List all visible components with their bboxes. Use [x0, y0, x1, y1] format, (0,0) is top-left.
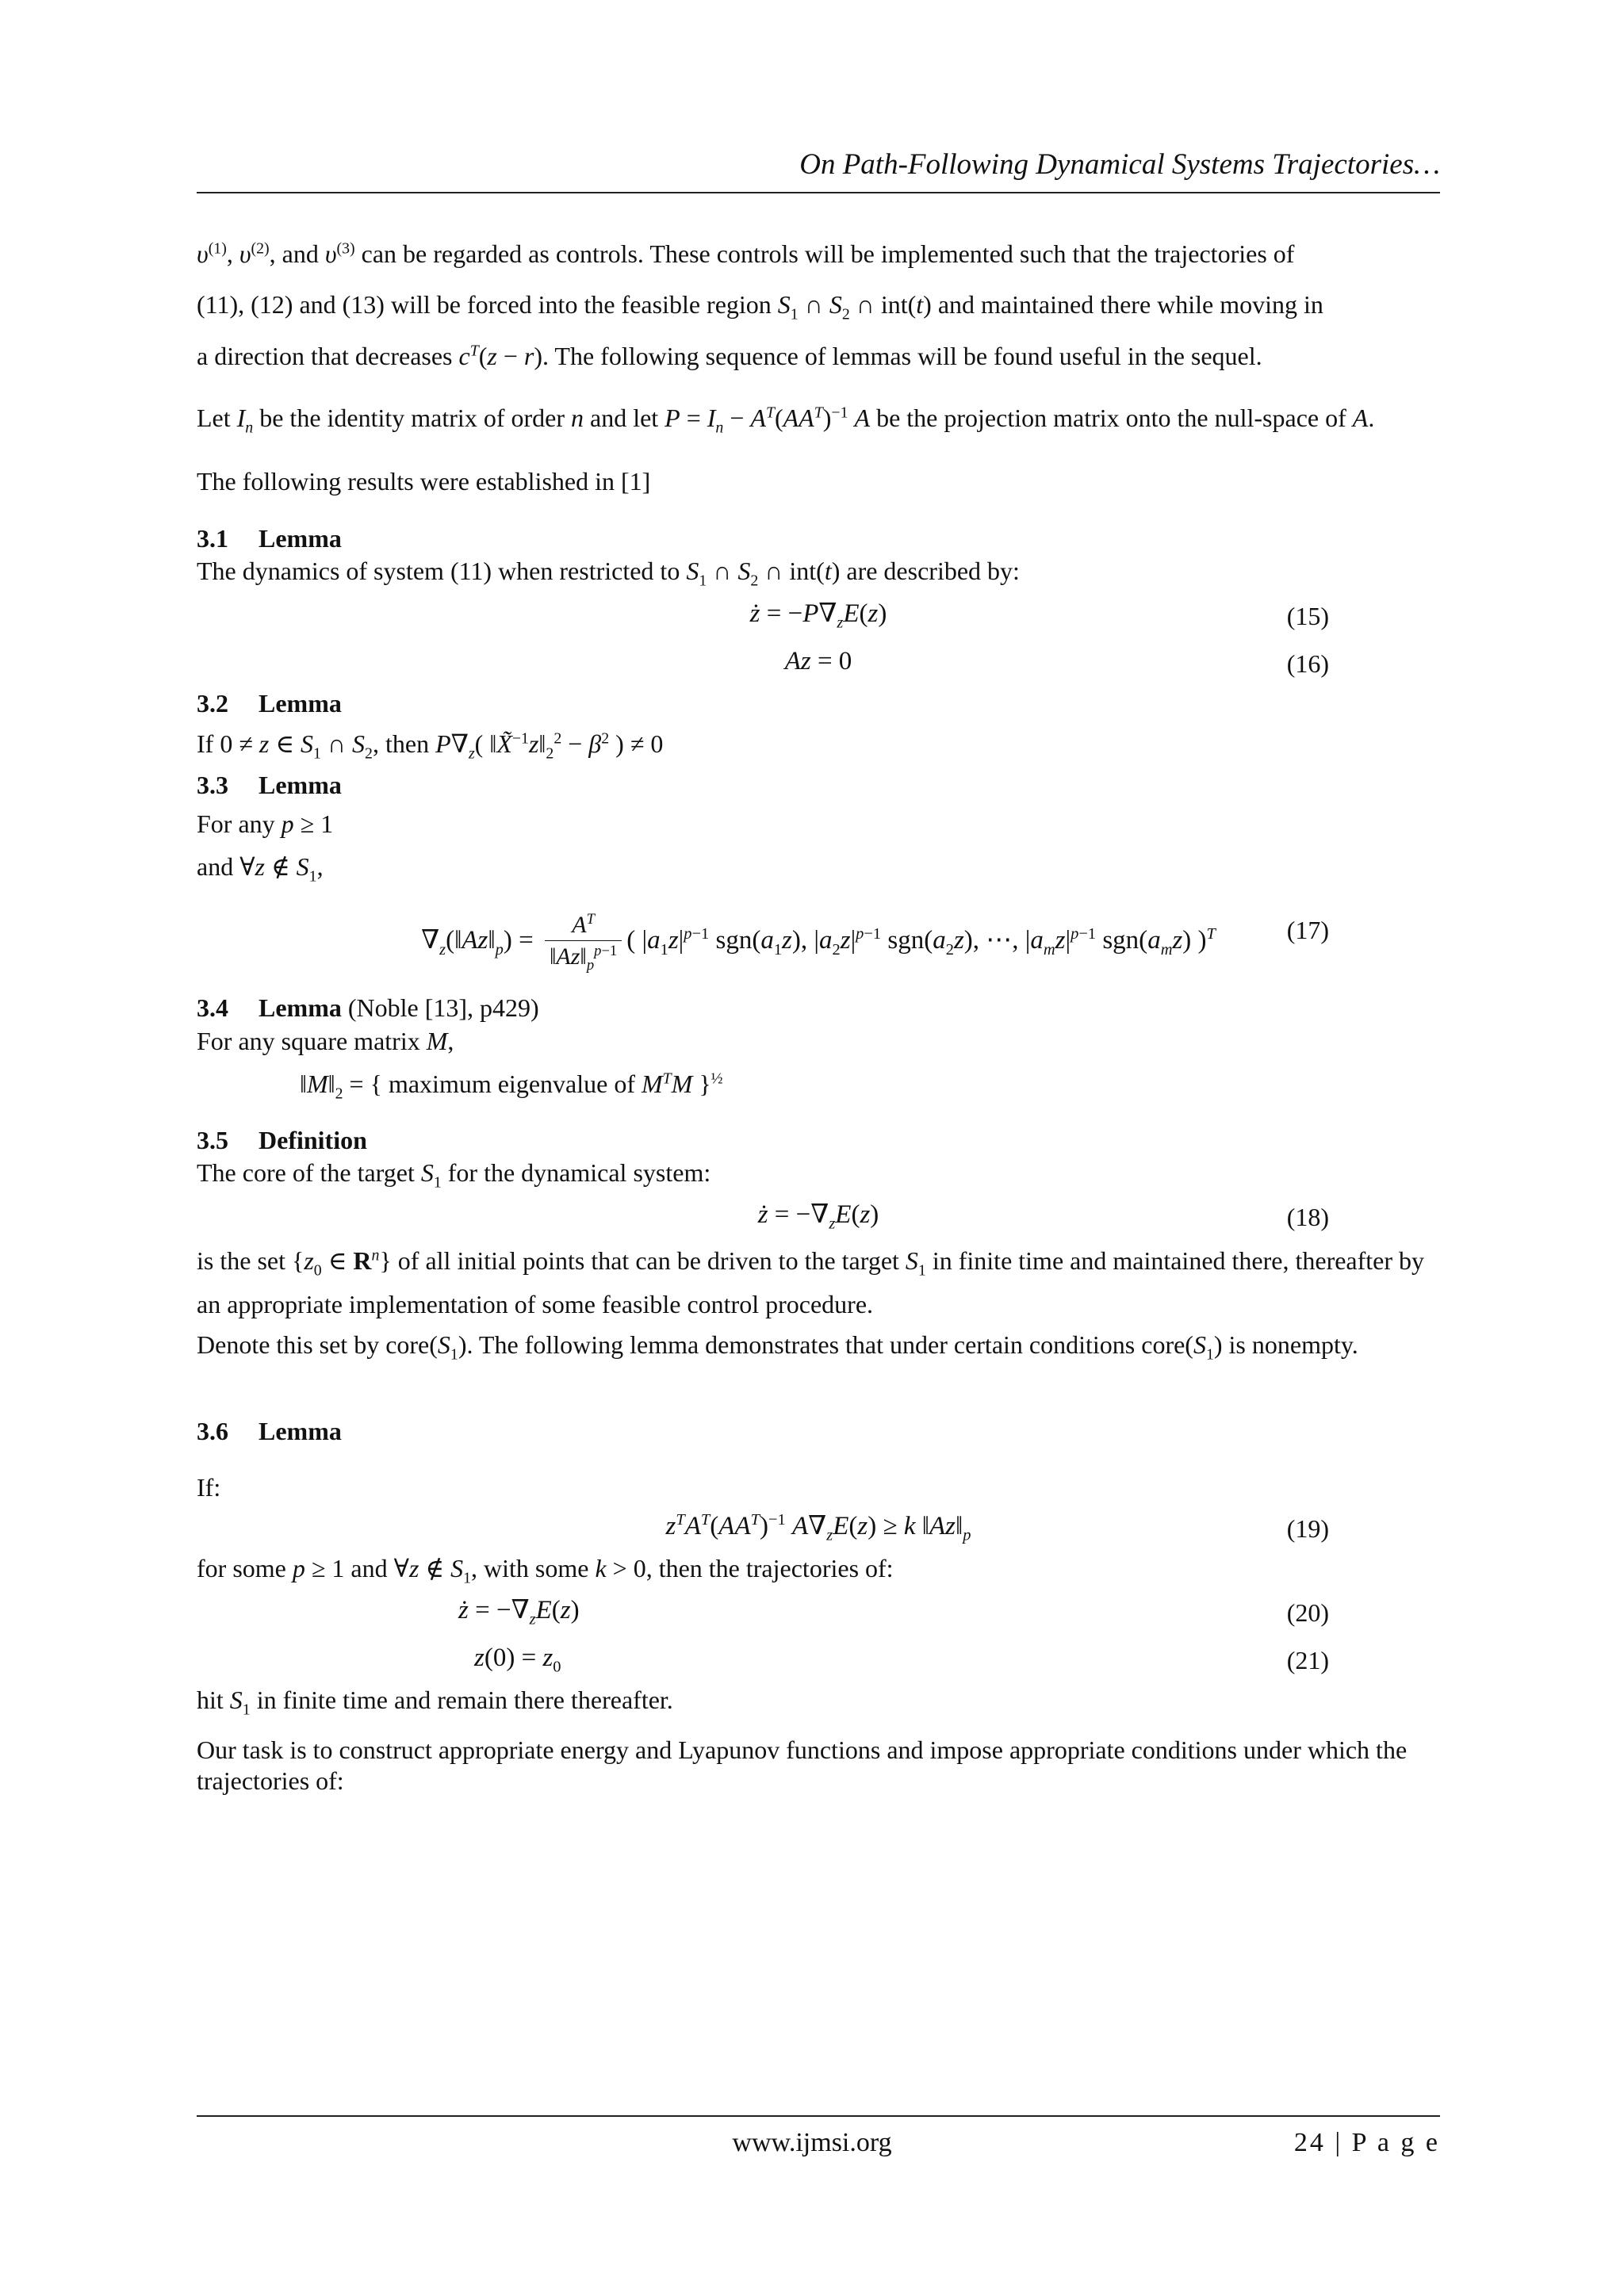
footer-rule [197, 2115, 1440, 2117]
lemma-3-6-heading: 3.6 Lemma [197, 1416, 342, 1445]
lemma-3-3-heading: 3.3 Lemma [197, 771, 342, 800]
equation-17: $\nabla_z(‖Az‖_p)$ = $\frac{A^T}{‖Az‖_p^{p-1}}$ ( $|a_1z|^{p-1}$ $sgn(a_1z)$, $|a_2z|^{p-1}$ $sgn(a_2z)$, ⋯, $|a_mz|^{p-1}$ $sgn(a_mz)$ )$^T$ (17) [421, 911, 1329, 974]
paragraph-task: Our task is to construct appropriate energy and Lyapunov functions and impose appropriate conditions under which the trajectories of: [197, 1735, 1408, 1795]
paragraph-results: The following results were established in [1] [197, 467, 651, 496]
lemma-3-6-conclusion: hit $S_1$ in finite time and remain there thereafter. [197, 1686, 673, 1719]
lemma-3-6-if: If: [197, 1473, 221, 1502]
definition-3-5-body: is the set {$z_0$ ∈ $R^n$} of all initial points that can be driven to the target $S_1$ in finite time and maintained there, thereafter by an appropriate implementation of some feasible control procedure. Denote this set by $core(S_1)$. The following lemma demonstrates that under certain conditions $core(S_1)$ is nonempty. [197, 1246, 1425, 1364]
lemma-3-2-text: If 0 ≠ z ∈ $S_1$ ∩ $S_2$, then $P\nabla_z$( $‖X̃^{-1}z‖_2^2 - \beta^2$ ) ≠ 0 [197, 729, 664, 763]
lemma-3-1-text: The dynamics of system (11) when restricted to $S_1$ ∩ $S_2$ ∩ int(t) are described by: [197, 557, 1020, 590]
lemma-3-1-heading: 3.1 Lemma [197, 523, 342, 553]
equation-18: ż = $-\nabla_zE(z)$ (18) [757, 1200, 1329, 1233]
lemma-3-4-equation: $‖M‖_2$ = { maximum eigenvalue of $M^TM$ }$^{\frac{1}{2}}$ [300, 1069, 723, 1102]
header-rule [197, 192, 1440, 193]
paragraph-projection: Let $I_n$ be the identity matrix of order n and let $P = I_n - A^T(AA^T)^{-1}$ A be the projection matrix onto the null-space of A. [197, 404, 1375, 437]
lemma-3-2-heading: 3.2 Lemma [197, 688, 342, 718]
equation-16: Az = 0 (16) [784, 646, 1329, 678]
lemma-3-6-condition: for some p ≥ 1 and ∀z ∉ $S_1$, with some k > 0, then the trajectories of: [197, 1554, 894, 1587]
equation-21: $z(0) = z_0$ (21) [474, 1644, 1329, 1676]
definition-3-5-text: The core of the target $S_1$ for the dynamical system: [197, 1158, 711, 1192]
lemma-3-3-text: For any p ≥ 1 and ∀z ∉ $S_1$, [197, 809, 334, 886]
running-header: On Path-Following Dynamical Systems Trajectories… [799, 148, 1440, 181]
equation-20: ż = $-\nabla_zE(z)$ (20) [458, 1596, 1329, 1628]
page-number: 24 | P a g e [1293, 2128, 1440, 2157]
equation-19: $z^TA^T(AA^T)^{-1}$ $A\nabla_zE(z) \ge k$ $‖Az‖_p$ (19) [665, 1511, 1329, 1544]
definition-3-5-heading: 3.5 Definition [197, 1125, 367, 1154]
equation-15: ż = $-P\nabla_zE(z)$ (15) [749, 599, 1329, 632]
lemma-3-4-text: For any square matrix M, [197, 1026, 454, 1055]
page-body [197, 228, 1440, 1796]
footer-url: www.ijmsi.org [732, 2128, 892, 2157]
lemma-3-4-heading: 3.4 Lemma (Noble [13], p429) [197, 993, 539, 1023]
paragraph-controls: $\upsilon^{(1)}$, $\upsilon^{(2)}$, and $\upsilon^{(3)}$ can be regarded as controls. These controls will be implemented such that the trajectories of (11), (12) and (13) will be forced into the feasible region $S_1$ ∩ $S_2$ ∩ int(t) and maintained there while moving in a direction that decreases $c^T(z - r)$. The following sequence of lemmas will be found useful in the sequel. [197, 239, 1323, 371]
